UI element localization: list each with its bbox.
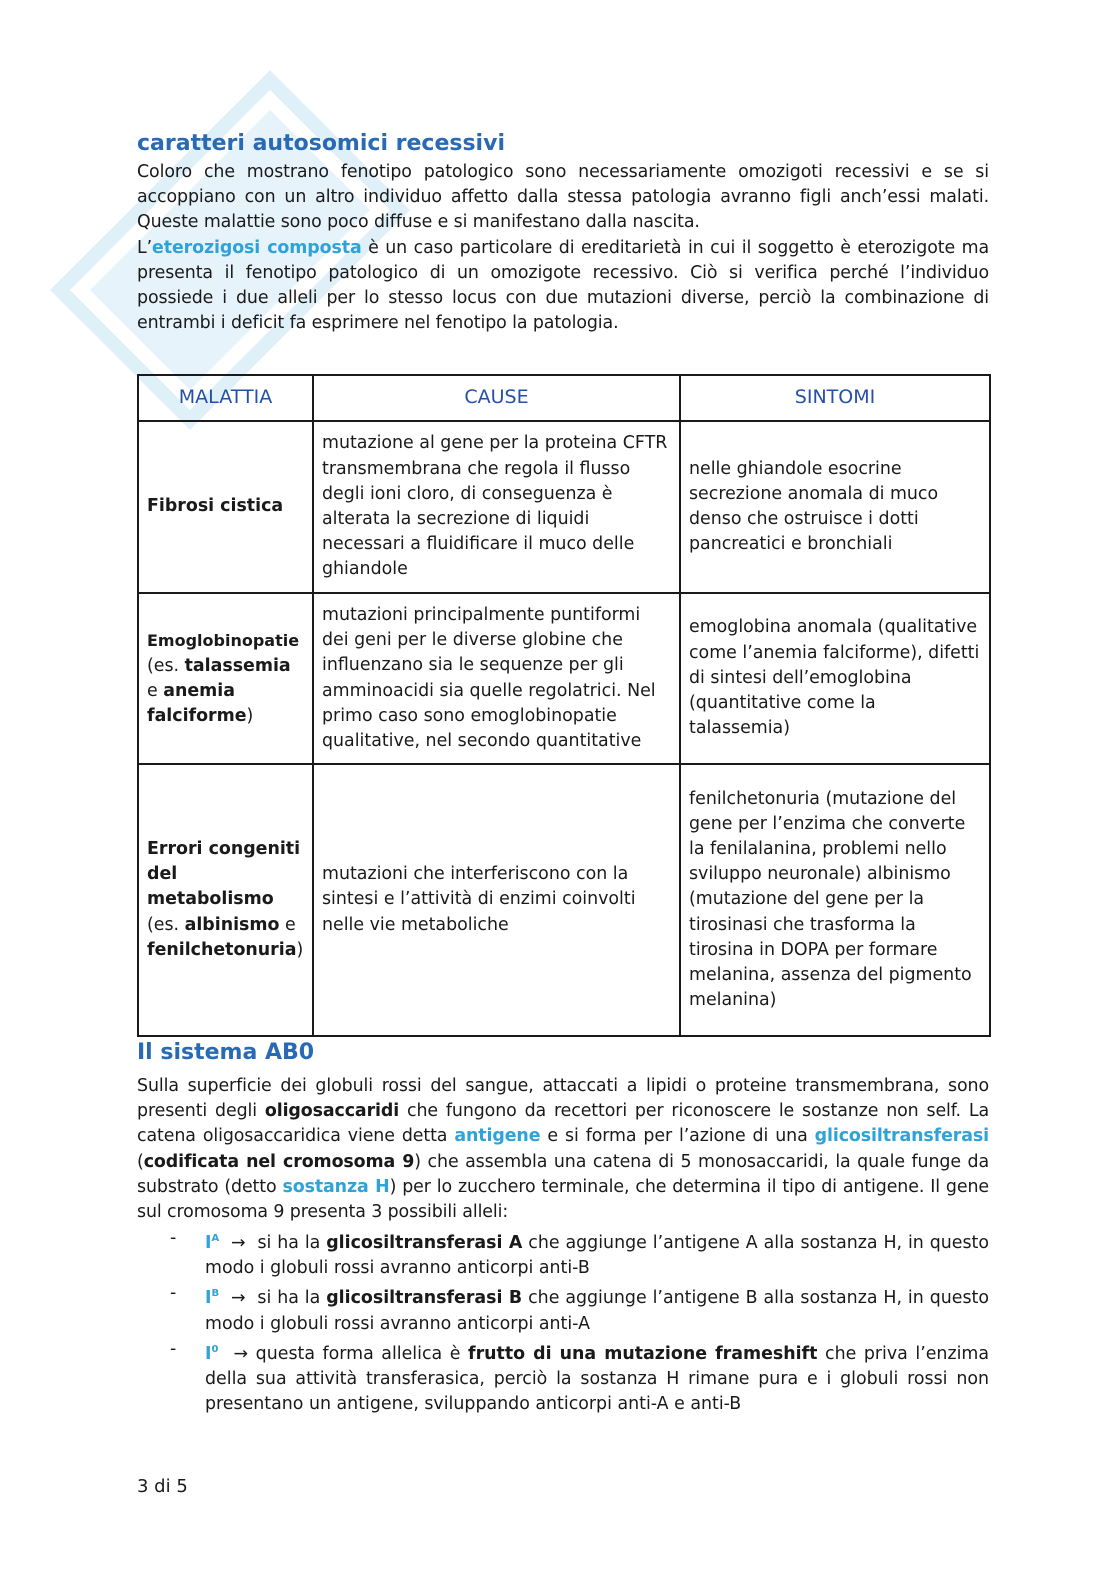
bold-term: frutto di una mutazione frameshift [468, 1343, 818, 1364]
highlight-term: glicosiltransferasi [814, 1126, 989, 1147]
table-row [138, 421, 990, 593]
header-malattia: MALATTIA [138, 375, 313, 421]
text-fragment: (es. [147, 914, 185, 935]
symptoms-cell: nelle ghiandole esocrine secrezione anomala di muco denso che ostruisce i dotti pancreatici e bronchiali [680, 421, 990, 593]
disease-cell [138, 593, 313, 764]
list-dash: - [170, 1228, 177, 1248]
text-fragment: Sulla superficie dei globuli rossi del sangue, attaccati a lipidi o proteine transmembrana, sono presenti degli [137, 1076, 989, 1122]
text-fragment: → si ha la [219, 1233, 327, 1253]
bold-term: codificata nel cromosoma 9 [143, 1151, 415, 1172]
text-fragment: è un caso particolare di ereditarietà in cui il soggetto è eterozigote ma presenta il fenotipo patologico di un omozigote recessivo. Ciò si verifica perché l’individuo possiede i due alleli per lo stesso locus con due mutazioni diverse, perciò la combinazione di entrambi i deficit fa esprimere nel fenotipo la patologia. [137, 237, 989, 334]
cause-cell: mutazione al gene per la proteina CFTR transmembrana che regola il flusso degli ioni cloro, di conseguenza è alterata la secrezione di liquidi necessari a fluidificare il muco delle ghiandole [313, 421, 680, 593]
text-fragment: che priva l’enzima della sua attività transferasica, perciò la sostanza H rimane pura e i globuli rossi non presentano un antigene, sviluppando anticorpi anti-A e anti-B [205, 1343, 990, 1415]
text-fragment: e [147, 681, 164, 701]
allele-superscript: A [211, 1233, 220, 1244]
text-fragment: che aggiunge l’antigene A alla sostanza H, in questo modo i globuli rossi avranno anticorpi anti-B [205, 1233, 989, 1279]
bold-term: glicosiltransferasi A [326, 1233, 523, 1253]
disease-example: albinismo [184, 914, 280, 935]
text-fragment: e si forma per l’azione di una [540, 1126, 815, 1147]
disease-name: Errori congeniti del metabolismo [147, 838, 301, 910]
text-fragment: (es. [147, 655, 185, 676]
allele-letter: I [205, 1343, 212, 1364]
text-fragment: ) per lo zucchero terminale, che determina il tipo di antigene. Il gene sul cromosoma 9 presenta 3 possibili alleli: [137, 1176, 989, 1223]
cause-cell: mutazioni che interferiscono con la sintesi e l’attività di enzimi coinvolti nelle vie metaboliche [313, 764, 680, 1036]
bold-term: glicosiltransferasi B [326, 1288, 523, 1309]
bold-term: oligosaccaridi [264, 1101, 400, 1122]
highlight-eterozigosi: eterozigosi composta [152, 237, 362, 258]
text-fragment: e [279, 914, 296, 935]
table-header-row [138, 375, 990, 421]
text-fragment: che aggiunge l’antigene B alla sostanza H, in questo modo i globuli rossi avranno anticorpi anti-A [205, 1288, 989, 1334]
table-row [138, 593, 990, 764]
allele-symbol [205, 1288, 219, 1308]
allele-letter: I [205, 1288, 212, 1309]
text-fragment: L’ [137, 237, 153, 258]
symptoms-cell: fenilchetonuria (mutazione del gene per l’enzima che converte la fenilalanina, problemi nello sviluppo neuronale) albinismo (mutazione del gene per la tirosinasi che trasforma la tirosina in DOPA per formare melanina, assenza del pigmento melanina) [680, 764, 990, 1036]
section-title-recessivi: caratteri autosomici recessivi [137, 131, 505, 156]
text-fragment: → si ha la [219, 1288, 327, 1309]
paragraph-abo [137, 1074, 989, 1225]
disease-name: Emoglobinopatie [147, 630, 300, 650]
disease-cell [138, 421, 313, 593]
header-cause: CAUSE [313, 375, 680, 421]
cause-cell: mutazioni principalmente puntiformi dei geni per le diverse globine che influenzano sia le sequenze per gli amminoacidi sia quelle regolatrici. Nel primo caso sono emoglobinopatie qualitative, nel secondo quantitative [313, 593, 680, 764]
text-fragment: → questa forma allelica è [218, 1343, 468, 1364]
disease-example: fenilchetonuria [147, 939, 297, 960]
page-number: 3 di 5 [137, 1476, 188, 1497]
allele-superscript: B [211, 1288, 220, 1300]
list-dash: - [170, 1338, 177, 1359]
list-item [137, 1226, 989, 1281]
highlight-term: sostanza H [282, 1176, 390, 1197]
section-title-abo: Il sistema AB0 [137, 1040, 315, 1065]
allele-list [137, 1226, 989, 1417]
allele-symbol [205, 1344, 218, 1364]
text-fragment: ) [296, 939, 304, 960]
highlight-term: antigene [454, 1126, 541, 1147]
paragraph-eterozigosi [137, 236, 989, 337]
disease-example: anemia falciforme [147, 681, 247, 727]
text-fragment: ) che assembla una catena di 5 monosaccaridi, la quale funge da substrato (detto [137, 1151, 989, 1197]
text-fragment: che fungono da recettori per riconoscere le sostanze non self. La catena oligosaccaridica viene detta [137, 1101, 989, 1147]
disease-table [137, 374, 991, 1037]
symptoms-cell: emoglobina anomala (qualitative come l’anemia falciforme), difetti di sintesi dell’emoglobina (quantitative come la talassemia) [680, 593, 990, 764]
disease-example: talassemia [184, 655, 291, 676]
table-row [138, 764, 990, 1036]
list-item [137, 1337, 989, 1418]
text-fragment: ) [246, 706, 254, 727]
disease-name: Fibrosi cistica [147, 496, 284, 517]
list-dash: - [170, 1283, 177, 1304]
allele-superscript: 0 [211, 1343, 219, 1355]
disease-cell [138, 764, 313, 1036]
allele-symbol [205, 1233, 219, 1253]
paragraph-recessivi: Coloro che mostrano fenotipo patologico sono necessariamente omozigoti recessivi e se si accoppiano con un altro individuo affetto dalla stessa patologia avranno figli anch’essi malati. Queste malattie sono poco diffuse e si manifestano dalla nascita. [137, 162, 989, 233]
page-content [137, 128, 990, 1415]
list-item [137, 1281, 989, 1336]
allele-letter: I [205, 1233, 212, 1253]
text-fragment: ( [137, 1151, 144, 1172]
header-sintomi: SINTOMI [680, 375, 990, 421]
